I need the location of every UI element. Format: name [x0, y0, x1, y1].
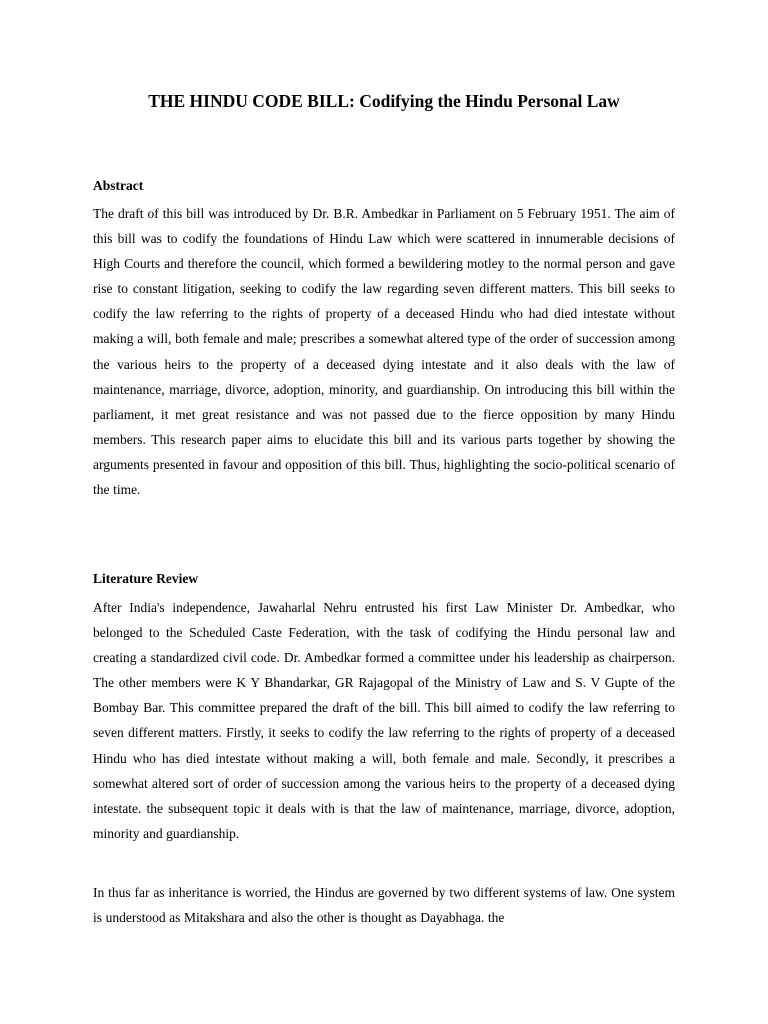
section-heading-abstract: Abstract: [93, 178, 144, 193]
section-heading-literature-review: Literature Review: [93, 571, 199, 586]
inheritance-paragraph: In thus far as inheritance is worried, the Hindus are governed by two different systems of law. One system is understood as Mitakshara and also the other is thought as Dayabhaga. the: [93, 885, 675, 926]
literature-review-paragraph: After India's independence, Jawaharlal Nehru entrusted his first Law Minister Dr. Ambedkar, who belonged to the Scheduled Caste Federation, with the task of codifying the Hindu personal law and creating a standardized civil code. Dr. Ambedkar formed a committee under his leadership as chairperson. The other members were K Y Bhandarkar, GR Rajagopal of the Ministry of Law and S. V Gupte of the Bombay Bar. This committee prepared the draft of the bill. This bill aimed to codify the law referring to seven different matters. Firstly, it seeks to codify the law referring to the rights of property of a deceased Hindu who has died intestate without making a will, both female and male. Secondly, it prescribes a somewhat altered sort of order of succession among the various heirs to the property of a deceased dying intestate. the subsequent topic it deals with is that the law of maintenance, marriage, divorce, adoption, minority and guardianship.: [93, 600, 675, 841]
abstract-paragraph: The draft of this bill was introduced by Dr. B.R. Ambedkar in Parliament on 5 February 1951. The aim of this bill was to codify the foundations of Hindu Law which were scattered in innumerable decisions of High Courts and therefore the council, which formed a bewildering motley to the normal person and gave rise to constant litigation, seeking to codify the law regarding seven different matters. This bill seeks to codify the law referring to the rights of property of a deceased Hindu who had died intestate without making a will, both female and male; prescribes a somewhat altered type of the order of succession among the various heirs to the property of a deceased dying intestate and it also deals with the law of maintenance, marriage, divorce, adoption, minority, and guardianship. On introducing this bill within the parliament, it met great resistance and was not passed due to the fierce opposition by many Hindu members. This research paper aims to elucidate this bill and its various parts together by showing the arguments presented in favour and opposition of this bill. Thus, highlighting the socio-political scenario of the time.: [93, 206, 675, 498]
document-title: THE HINDU CODE BILL: Codifying the Hindu Personal Law: [148, 91, 620, 111]
